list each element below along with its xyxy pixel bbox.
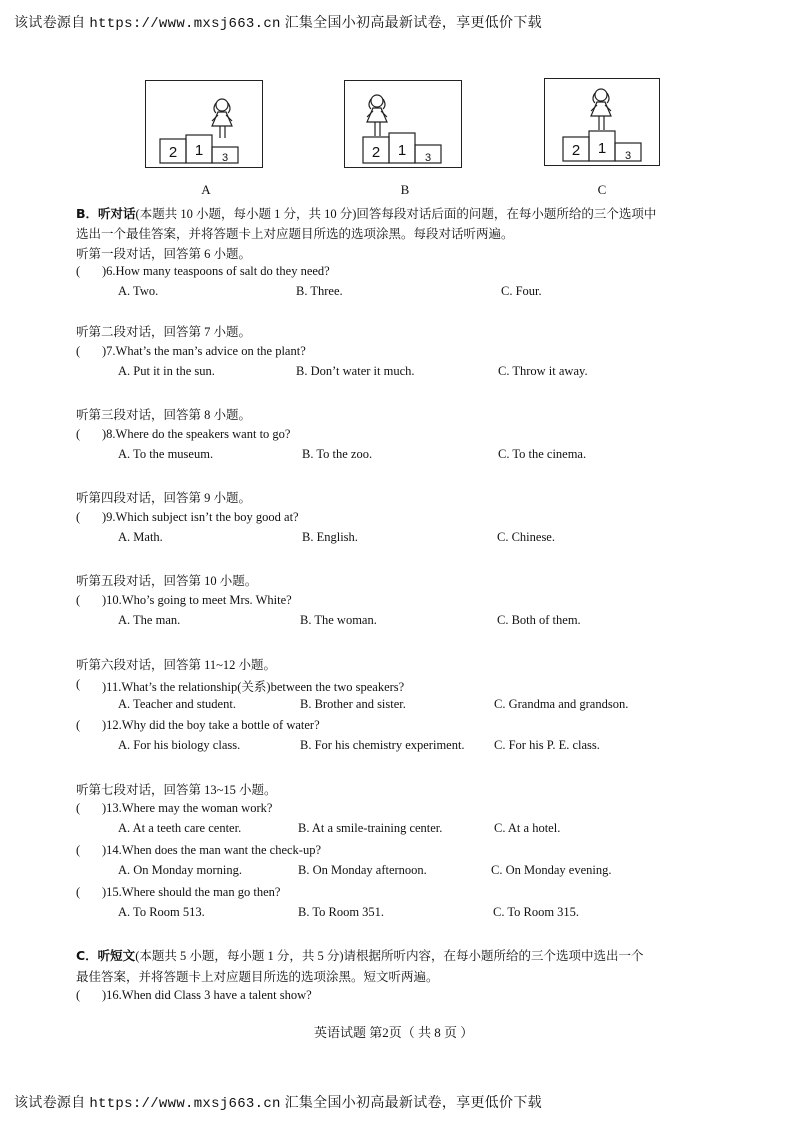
option-c: C. On Monday evening. bbox=[491, 863, 612, 877]
question-stem: )14.When does the man want the check-up? bbox=[102, 843, 322, 857]
option-a: A. On Monday morning. bbox=[118, 863, 242, 877]
option-a: A. Put it in the sun. bbox=[118, 364, 215, 378]
option-c: C. Both of them. bbox=[497, 613, 581, 627]
podium-1-b: 1 bbox=[397, 142, 407, 159]
section-b-heading: B．听对话 bbox=[76, 206, 136, 221]
podium-girl-illustration-a bbox=[146, 81, 262, 167]
question-stem: )11.What’s the relationship(关系)between the two speakers? bbox=[102, 680, 405, 694]
option-c: C. To Room 315. bbox=[493, 905, 580, 919]
option-a: A. The man. bbox=[118, 613, 181, 627]
podium-girl-illustration-b bbox=[345, 81, 461, 167]
dialog-intro: 听第四段对话，回答第 9 小题。 bbox=[76, 491, 252, 505]
question-stem: )10.Who’s going to meet Mrs. White? bbox=[102, 593, 292, 607]
option-c: C. Throw it away. bbox=[498, 364, 588, 378]
option-c: C. Grandma and grandson. bbox=[494, 697, 629, 711]
answer-paren[interactable]: ( bbox=[76, 885, 81, 899]
option-a: A. To the museum. bbox=[118, 447, 214, 461]
answer-paren[interactable]: ( bbox=[76, 344, 81, 358]
option-a: A. Two. bbox=[118, 284, 159, 298]
option-b: B. English. bbox=[302, 530, 358, 544]
podium-2-c: 2 bbox=[571, 142, 581, 159]
section-b-line1: (本题共 10 小题，每小题 1 分，共 10 分)回答每段对话后面的问题，在每小题所给的三个选项中 bbox=[135, 207, 657, 221]
section-c-line1: (本题共 5 小题，每小题 1 分，共 5 分)请根据所听内容，在每小题所给的三个选项中选出一个 bbox=[135, 949, 644, 963]
podium-1-a: 1 bbox=[194, 142, 204, 159]
option-b: B. At a smile-training center. bbox=[298, 821, 443, 835]
option-b: B. To Room 351. bbox=[298, 905, 385, 919]
banner-prefix: 该试卷源自 bbox=[14, 1096, 86, 1111]
option-b: B. For his chemistry experiment. bbox=[300, 738, 465, 752]
banner-url[interactable]: https://www.mxsj663.cn bbox=[89, 1096, 281, 1112]
option-b: B. The woman. bbox=[300, 613, 377, 627]
option-c: C. At a hotel. bbox=[494, 821, 561, 835]
podium-2-a: 2 bbox=[168, 144, 178, 161]
section-b-instructions bbox=[76, 204, 656, 222]
top-banner bbox=[14, 12, 542, 32]
option-c: C. To the cinema. bbox=[498, 447, 587, 461]
answer-paren[interactable]: ( bbox=[76, 264, 81, 278]
question-stem: )9.Which subject isn’t the boy good at? bbox=[102, 510, 299, 524]
podium-2-b: 2 bbox=[371, 144, 381, 161]
dialog-intro: 听第三段对话，回答第 8 小题。 bbox=[76, 408, 252, 422]
question-16-stem: )16.When did Class 3 have a talent show? bbox=[102, 988, 312, 1002]
dialog-intro: 听第七段对话，回答第 13~15 小题。 bbox=[76, 783, 277, 797]
question-stem: )15.Where should the man go then? bbox=[102, 885, 281, 899]
option-b: B. On Monday afternoon. bbox=[298, 863, 427, 877]
podium-3-a: 3 bbox=[221, 152, 229, 164]
option-a: A. To Room 513. bbox=[118, 905, 205, 919]
option-b: B. Brother and sister. bbox=[300, 697, 406, 711]
answer-paren[interactable]: ( bbox=[76, 510, 81, 524]
podium-girl-illustration-c bbox=[545, 79, 659, 165]
option-c: C. For his P. E. class. bbox=[494, 738, 600, 752]
dialog-intro: 听第一段对话，回答第 6 小题。 bbox=[76, 247, 252, 261]
option-b: B. Three. bbox=[296, 284, 343, 298]
section-b-line2: 选出一个最佳答案，并将答题卡上对应题目所选的选项涂黑。每段对话听两遍。 bbox=[76, 227, 514, 241]
banner-url[interactable]: https://www.mxsj663.cn bbox=[89, 16, 281, 32]
answer-paren[interactable]: ( bbox=[76, 843, 81, 857]
picture-label-a: A bbox=[201, 182, 211, 197]
answer-paren[interactable]: ( bbox=[76, 988, 81, 1002]
dialog-intro: 听第六段对话，回答第 11~12 小题。 bbox=[76, 658, 277, 672]
question-stem: )12.Why did the boy take a bottle of water? bbox=[102, 718, 320, 732]
option-a: A. Math. bbox=[118, 530, 163, 544]
banner-prefix: 该试卷源自 bbox=[14, 16, 86, 31]
picture-b bbox=[344, 80, 462, 168]
answer-paren[interactable]: ( bbox=[76, 801, 81, 815]
option-b: B. To the zoo. bbox=[302, 447, 373, 461]
section-c-line2: 最佳答案，并将答题卡上对应题目所选的选项涂黑。短文听两遍。 bbox=[76, 970, 439, 984]
question-stem: )7.What’s the man’s advice on the plant? bbox=[102, 344, 306, 358]
option-c: C. Four. bbox=[501, 284, 542, 298]
podium-3-b: 3 bbox=[424, 152, 432, 164]
question-stem: )6.How many teaspoons of salt do they need? bbox=[102, 264, 330, 278]
option-a: A. For his biology class. bbox=[118, 738, 241, 752]
answer-paren[interactable]: ( bbox=[76, 718, 81, 732]
page-footer: 英语试题 第2页（ 共 8 页 ） bbox=[314, 1025, 474, 1040]
picture-label-b: B bbox=[400, 182, 410, 197]
picture-c bbox=[544, 78, 660, 166]
bottom-banner bbox=[14, 1092, 542, 1112]
answer-paren[interactable]: ( bbox=[76, 593, 81, 607]
dialog-intro: 听第二段对话，回答第 7 小题。 bbox=[76, 325, 252, 339]
option-a: A. Teacher and student. bbox=[118, 697, 236, 711]
banner-suffix: 汇集全国小初高最新试卷，享更低价下载 bbox=[284, 16, 542, 31]
podium-1-c: 1 bbox=[597, 140, 607, 157]
section-c-heading: C．听短文 bbox=[76, 948, 136, 963]
option-b: B. Don’t water it much. bbox=[296, 364, 415, 378]
dialog-intro: 听第五段对话，回答第 10 小题。 bbox=[76, 574, 258, 588]
question-stem: )13.Where may the woman work? bbox=[102, 801, 273, 815]
podium-3-c: 3 bbox=[624, 150, 632, 162]
option-c: C. Chinese. bbox=[497, 530, 555, 544]
answer-paren[interactable]: ( bbox=[76, 427, 81, 441]
option-a: A. At a teeth care center. bbox=[118, 821, 242, 835]
banner-suffix: 汇集全国小初高最新试卷，享更低价下载 bbox=[284, 1096, 542, 1111]
picture-label-c: C bbox=[597, 182, 607, 197]
answer-paren[interactable]: ( bbox=[76, 677, 81, 691]
question-stem: )8.Where do the speakers want to go? bbox=[102, 427, 291, 441]
picture-a bbox=[145, 80, 263, 168]
section-c-instructions bbox=[76, 946, 644, 964]
